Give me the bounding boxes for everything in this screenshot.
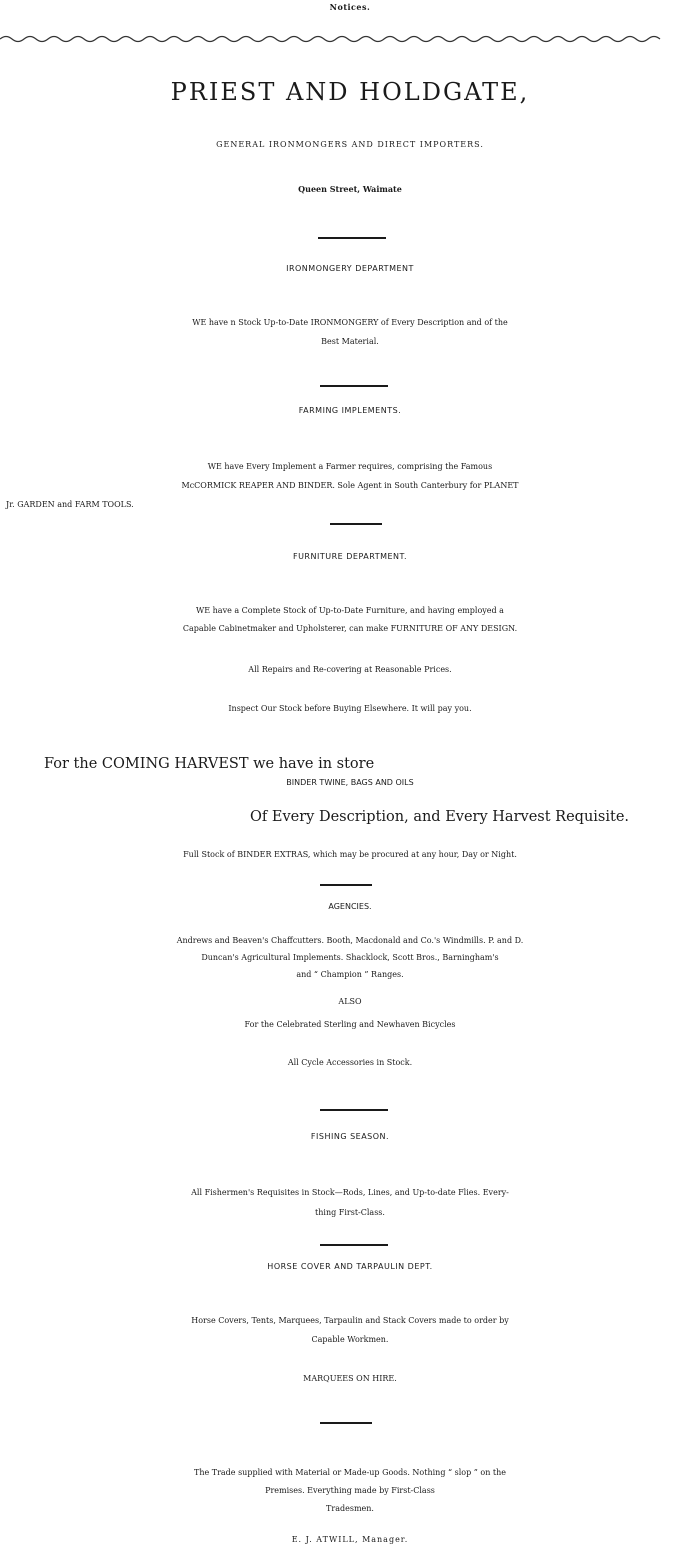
firm-address: Queen Street, Waimate	[298, 184, 402, 194]
section-divider	[320, 1244, 388, 1246]
farming-title: FARMING IMPLEMENTS.	[298, 406, 402, 415]
section-divider	[320, 884, 372, 886]
trade-line-2: Premises. Everything made by First-Class	[265, 1486, 435, 1495]
trade-line-1: The Trade supplied with Material or Made-up Goods. Nothing “ slop ” on the	[193, 1468, 507, 1477]
page-heading: Notices.	[329, 2, 371, 12]
ironmongery-line-1: WE have n Stock Up-to-Date IRONMONGERY of Every Description and of the	[192, 318, 508, 327]
farming-line-3: Jr. GARDEN and FARM TOOLS.	[6, 500, 134, 509]
section-divider	[330, 523, 382, 525]
fishing-line-1: All Fishermen's Requisites in Stock—Rods, Lines, and Up-to-date Flies. Every-	[191, 1188, 509, 1197]
harvest-extras: Full Stock of BINDER EXTRAS, which may be procured at any hour, Day or Night.	[183, 850, 517, 859]
ironmongery-line-2: Best Material.	[321, 337, 379, 346]
firm-tagline: GENERAL IRONMONGERS AND DIRECT IMPORTERS.	[216, 140, 484, 149]
furniture-line-1: WE have a Complete Stock of Up-to-Date Furniture, and having employed a	[196, 606, 504, 615]
section-divider	[320, 1109, 388, 1111]
marquees-on-hire: MARQUEES ON HIRE.	[303, 1374, 397, 1383]
agencies-line-1: Andrews and Beaven's Chaffcutters. Booth, Macdonald and Co.'s Windmills. P. and D.	[176, 936, 524, 945]
section-divider	[320, 1422, 372, 1424]
farming-line-2: McCORMICK REAPER AND BINDER. Sole Agent in South Canterbury for PLANET	[181, 481, 519, 490]
agencies-line-3: and “ Champion ” Ranges.	[296, 970, 404, 979]
agencies-bicycles: For the Celebrated Sterling and Newhaven Bicycles	[244, 1020, 456, 1029]
ironmongery-title: IRONMONGERY DEPARTMENT	[286, 264, 414, 273]
manager-signature: E. J. ATWILL, Manager.	[291, 1535, 409, 1544]
farming-line-1: WE have Every Implement a Farmer requires, comprising the Famous	[207, 462, 493, 471]
section-divider	[318, 237, 386, 239]
agencies-line-2: Duncan's Agricultural Implements. Shacklock, Scott Bros., Barningham's	[201, 953, 499, 962]
furniture-title: FURNITURE DEPARTMENT.	[292, 552, 408, 561]
agencies-also: ALSO	[338, 997, 362, 1006]
firm-name: PRIEST AND HOLDGATE,	[170, 78, 530, 106]
harvest-description: Of Every Description, and Every Harvest Requisite.	[250, 809, 630, 825]
fishing-line-2: thing First-Class.	[315, 1208, 385, 1217]
horse-cover-line-1: Horse Covers, Tents, Marquees, Tarpaulin and Stack Covers made to order by	[191, 1316, 509, 1325]
harvest-title: BINDER TWINE, BAGS AND OILS	[286, 778, 414, 787]
wavy-divider	[0, 32, 700, 46]
furniture-line-2: Capable Cabinetmaker and Upholsterer, can make FURNITURE OF ANY DESIGN.	[182, 624, 518, 633]
trade-line-3: Tradesmen.	[326, 1504, 374, 1513]
harvest-intro: For the COMING HARVEST we have in store	[44, 756, 375, 772]
agencies-accessories: All Cycle Accessories in Stock.	[287, 1058, 413, 1067]
furniture-inspect: Inspect Our Stock before Buying Elsewhere. It will pay you.	[228, 704, 472, 713]
fishing-title: FISHING SEASON.	[310, 1132, 390, 1141]
section-divider	[320, 385, 388, 387]
furniture-repairs: All Repairs and Re-covering at Reasonable Prices.	[248, 665, 452, 674]
agencies-title: AGENCIES.	[328, 902, 372, 911]
horse-cover-line-2: Capable Workmen.	[311, 1335, 389, 1344]
horse-cover-title: HORSE COVER AND TARPAULIN DEPT.	[267, 1262, 433, 1271]
